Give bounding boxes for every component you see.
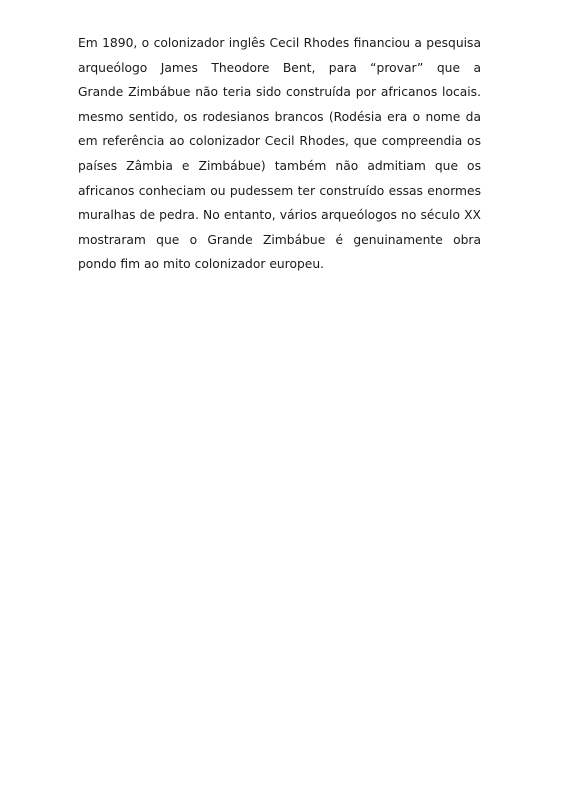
paragraph-line: arqueólogo James Theodore Bent, para “provar” que a <box>78 60 481 75</box>
paragraph-last-line: pondo fim ao mito colonizador europeu. <box>78 257 325 272</box>
paragraph-line: em referência ao colonizador Cecil Rhodes, que compreendia os <box>78 134 481 149</box>
paragraph-line: muralhas de pedra. No entanto, vários arqueólogos no século XX <box>78 208 481 223</box>
paragraph-line: mesmo sentido, os rodesianos brancos (Rodésia era o nome da <box>78 109 481 124</box>
paragraph-line: Grande Zimbábue não teria sido construída por africanos locais. <box>78 85 481 100</box>
paragraph-line: africanos conheciam ou pudessem ter construído essas enormes <box>78 183 481 198</box>
body-paragraph <box>78 31 481 277</box>
paragraph-line: Em 1890, o colonizador inglês Cecil Rhodes financiou a pesquisa <box>78 36 481 50</box>
paragraph-line: mostraram que o Grande Zimbábue é genuinamente obra <box>78 232 481 247</box>
paragraph-line: países Zâmbia e Zimbábue) também não admitiam que os <box>78 158 481 173</box>
